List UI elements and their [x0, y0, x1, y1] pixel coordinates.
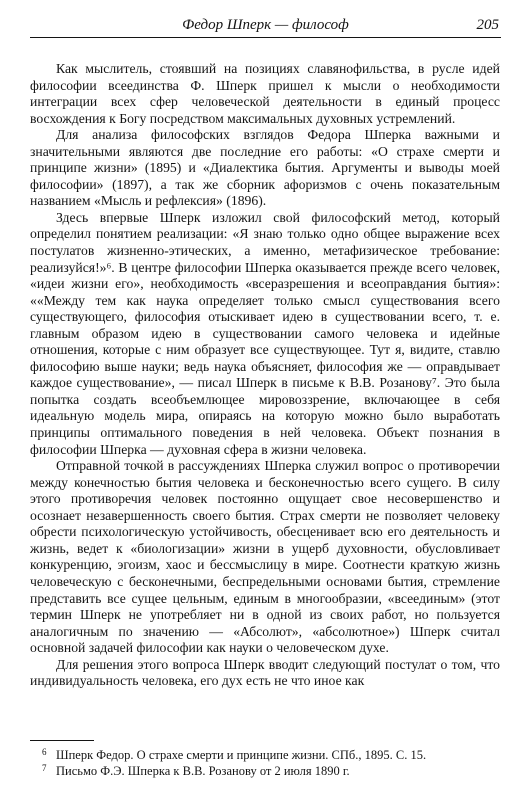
- paragraph: Отправной точкой в рассуждениях Шперка служил вопрос о противоречии между конечностью бытия человека и бесконечностью всего сущего. В силу этого противоречия человек постоянно ощущает свое несовершенство и осознает незавершенность своего бытия. Страх смерти не позволяет человеку обрести психологическую устойчивость, обесценивает всю его деятельность и жизнь, ведет к «биологизации» жизни в ущерб духовности, обусловливает конкуренцию, эгоизм, хаос и бессмыслицу в мире. Соотнести краткую жизнь человеческую с бесконечными, беспредельными основами бытия, стремление представить все сущее цельным, единым в многообразии, «всеединым» (этот термин Шперк не употребляет ни в одной из своих работ, но пользуется аналогичным по значению — «Абсолют», «абсолютное») Шперк считал основной задачей философии как науки о человеческом духе.: [30, 458, 500, 656]
- footnote-marker: 7: [42, 763, 47, 773]
- paragraph: Здесь впервые Шперк изложил свой философский метод, который определил понятием реализации: «Я знаю только одно общее выражение всех постулатов жизненно-этических, а именно, метафизическое требование: реализуйся!»⁶. В центре философии Шперка оказывается прежде всего человек, «идеи жизни его», необходимость «всеразрешения и всеоправдания бытия»: ««Между тем как наука определяет только смысл существования всего существующего, философия отыскивает идею в существовании всего, т. е. главным образом идею в существовании самого человека и идейные отношения, которые с ним образует все существующее. Тут я, видите, ставлю философию выше науки; ведь наука объясняет, философия же — оправдывает каждое существование», — писал Шперк в письме к В.В. Розанову⁷. Это была попытка создать всеобъемлющее мировоззрение, включающее в себя идеальную модель мира, опираясь на которую можно было выработать принципы оптимального поведения в ней человека. Объект познания в философии Шперка — духовная сфера в жизни человека.: [30, 209, 500, 457]
- paragraph: Как мыслитель, стоявший на позициях славянофильства, в русле идей философии всеединства Ф. Шперк пришел к мысли о необходимости интеграции всех сфер человеческой деятельности в единый процесс восхождения к Богу посредством максимальных духовных устремлений.: [30, 61, 500, 126]
- body-text: [30, 61, 500, 690]
- footnote-text: Письмо Ф.Э. Шперка к В.В. Розанову от 2 июля 1890 г.: [56, 764, 350, 778]
- paragraph: Для анализа философских взглядов Федора Шперка важными и значительными являются две последние его работы: «О страхе смерти и принципе жизни» (1895) и «Диалектика бытия. Аргументы и выводы моей философии» (1897), а так же сборник афоризмов с очень показательным названием «Мысль и рефлексия» (1896).: [30, 127, 500, 209]
- paragraph: Для решения этого вопроса Шперк вводит следующий постулат о том, что индивидуальность человека, его дух есть не что иное как: [30, 656, 500, 689]
- running-title: Федор Шперк — философ: [182, 17, 349, 33]
- page-number: 205: [476, 17, 499, 33]
- footnote-marker: 6: [42, 747, 47, 757]
- page-header: [30, 14, 501, 38]
- footnote-text: Шперк Федор. О страхе смерти и принципе жизни. СПб., 1895. С. 15.: [56, 748, 427, 762]
- header-rule: [30, 37, 501, 38]
- footnote: [30, 763, 500, 779]
- footnote-rule: [30, 740, 94, 741]
- footnote: [30, 747, 500, 763]
- footnotes: [30, 747, 500, 779]
